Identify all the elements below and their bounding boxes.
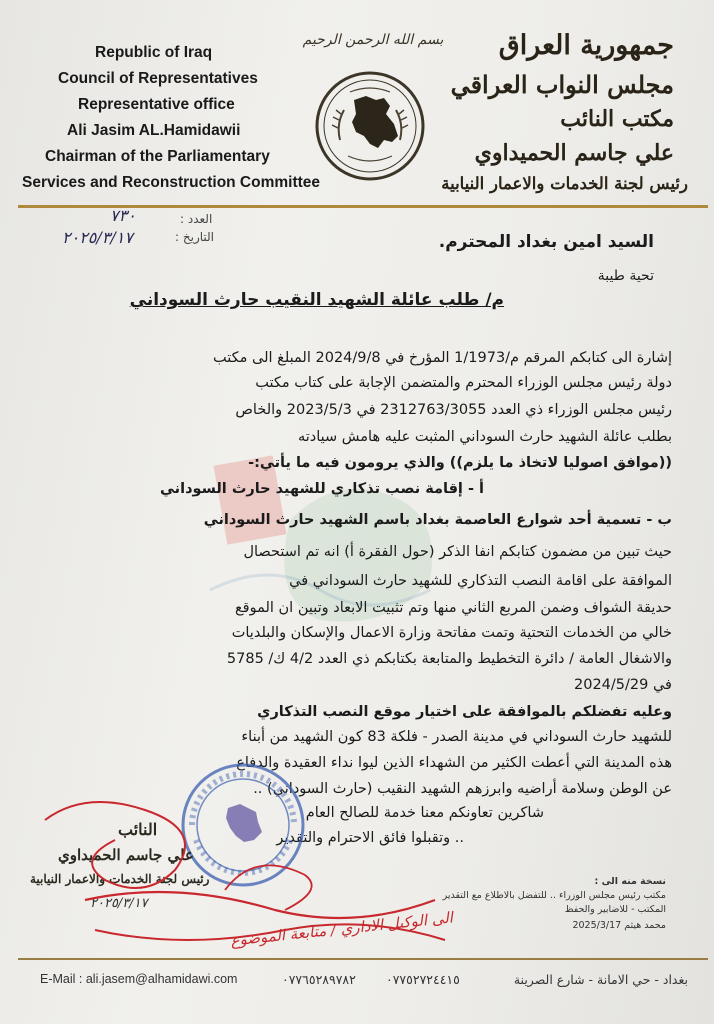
ref-date-value: ٢٠٢٥/٣/١٧ (62, 228, 133, 247)
signature-name: علي جاسم الحميداوي (58, 846, 194, 864)
letterhead-ar-line-4: علي جاسم الحميداوي (474, 140, 674, 166)
letterhead-ar-line-1: جمهورية العراق (498, 30, 674, 61)
body-line-10: حديقة الشواف وضمن المربع الثاني منها وتم تثبيت الابعاد وتبين ان الموقع (234, 600, 672, 616)
copies-line-1: مكتب رئيس مجلس الوزراء .. للتفضل بالاطلاع مع التقدير (442, 890, 666, 901)
body-line-17: عن الوطن وسلامة أراضيه وابرزهم الشهيد النقيب (حارث السوداني) .. (253, 781, 672, 797)
letterhead-en-line-1: Republic of Iraq (95, 44, 213, 61)
letterhead-ar-line-2: مجلس النواب العراقي (450, 70, 674, 99)
body-line-14: وعليه تفضلكم بالموافقة على اختيار موقع النصب التذكاري (257, 704, 672, 720)
body-line-11: خالي من الخدمات التحتية وتمت مفاتحة وزارة الاعمال والإسكان والبلديات (231, 625, 672, 641)
body-line-15: للشهيد حارث السوداني في مدينة الصدر - فلكة 83 كون الشهيد من أبناء (241, 729, 672, 745)
footer-email: E-Mail : ali.jasem@alhamidawi.com (40, 972, 238, 986)
body-item-b: ب - تسمية أحد شوارع العاصمة بغداد باسم الشهيد حارث السوداني (203, 512, 672, 528)
letterhead-ar-line-5: رئيس لجنة الخدمات والاعمار النيابية (441, 174, 688, 193)
letterhead-en-line-6: Services and Reconstruction Committee (22, 174, 321, 191)
body-line-9: الموافقة على اقامة النصب التذكاري للشهيد حارث السوداني في (289, 573, 672, 589)
handwritten-note: الى الوكيل الاداري / متابعة الموضوع (229, 908, 454, 950)
footer-phone-2: ٠٧٧٥٢٧٢٤٤١٥ (386, 972, 460, 987)
body-line-8: حيث تبين من مضمون كتابكم انفا الذكر (حول الفقرة أ) انه تم استحصال (243, 544, 672, 560)
body-item-a: أ - إقامة نصب تذكاري للشهيد حارث السوداني (159, 481, 484, 497)
body-line-5: ((موافق اصوليا لاتخاذ ما يلزم)) والذي يرومون فيه ما يأتي:- (248, 455, 672, 471)
footer-address: بغداد - حي الامانة - شارع الصرينة (513, 972, 688, 987)
greeting: تحية طيبة (597, 268, 654, 284)
copies-line-2: المكتب - للاضابير والحفظ (564, 904, 666, 915)
ref-number-label: العدد : (180, 212, 213, 226)
body-line-2: دولة رئيس مجلس الوزراء المحترم والمتضمن الإجابة على كتاب مكتب (255, 375, 672, 391)
copies-heading: نسخة منه الى : (594, 876, 666, 887)
body-line-19: .. وتقبلوا فائق الاحترام والتقدير (276, 830, 464, 846)
letterhead-ar-line-3: مكتب النائب (560, 106, 674, 132)
signature-role: رئيس لجنة الخدمات والاعمار النيابية (30, 872, 210, 886)
signature-title: النائب (118, 820, 158, 839)
body-line-18: شاكرين تعاونكم معنا خدمة للصالح العام (305, 805, 544, 821)
letterhead-en-line-2: Council of Representatives (58, 70, 258, 87)
footer-divider (18, 958, 708, 960)
body-line-1: إشارة الى كتابكم المرقم م/1/1973 المؤرخ في 2024/9/8 المبلغ الى مكتب (213, 350, 672, 366)
footer-phone-1: ٠٧٧٦٥٢٨٩٧٨٢ (282, 972, 356, 987)
parliament-logo (314, 70, 426, 182)
body-line-13: في 2024/5/29 (574, 677, 672, 693)
addressee: السيد امين بغداد المحترم. (438, 232, 654, 252)
ref-number-value: ٧٣٠ (110, 206, 136, 225)
letterhead-en-line-4: Ali Jasim AL.Hamidawii (67, 122, 241, 139)
body-line-3: رئيس مجلس الوزراء ذي العدد 2312763/3055 في 2023/5/3 والخاص (235, 402, 672, 418)
basmala: بسم الله الرحمن الرحيم (302, 32, 444, 48)
letterhead-en-line-3: Representative office (78, 96, 235, 113)
body-line-12: والاشغال العامة / دائرة التخطيط والمتابعة بكتابكم ذي العدد 4/2 ك/ 5785 (226, 651, 672, 667)
letterhead-en-line-5: Chairman of the Parliamentary (45, 148, 270, 165)
body-line-16: هذه المدينة التي أعطت الكثير من الشهداء الذين ليوا نداء العقيدة والدفاع (236, 755, 672, 771)
subject-line: م/ طلب عائلة الشهيد النقيب حارث السوداني (129, 290, 504, 310)
ref-date-label: التاريخ : (175, 230, 215, 244)
body-line-4: بطلب عائلة الشهيد حارث السوداني المثبت عليه هامش سيادته (297, 429, 672, 445)
copies-line-3: محمد هيثم 2025/3/17 (572, 920, 666, 931)
signature-date: ٢٠٢٥/٣/١٧ (90, 896, 148, 911)
